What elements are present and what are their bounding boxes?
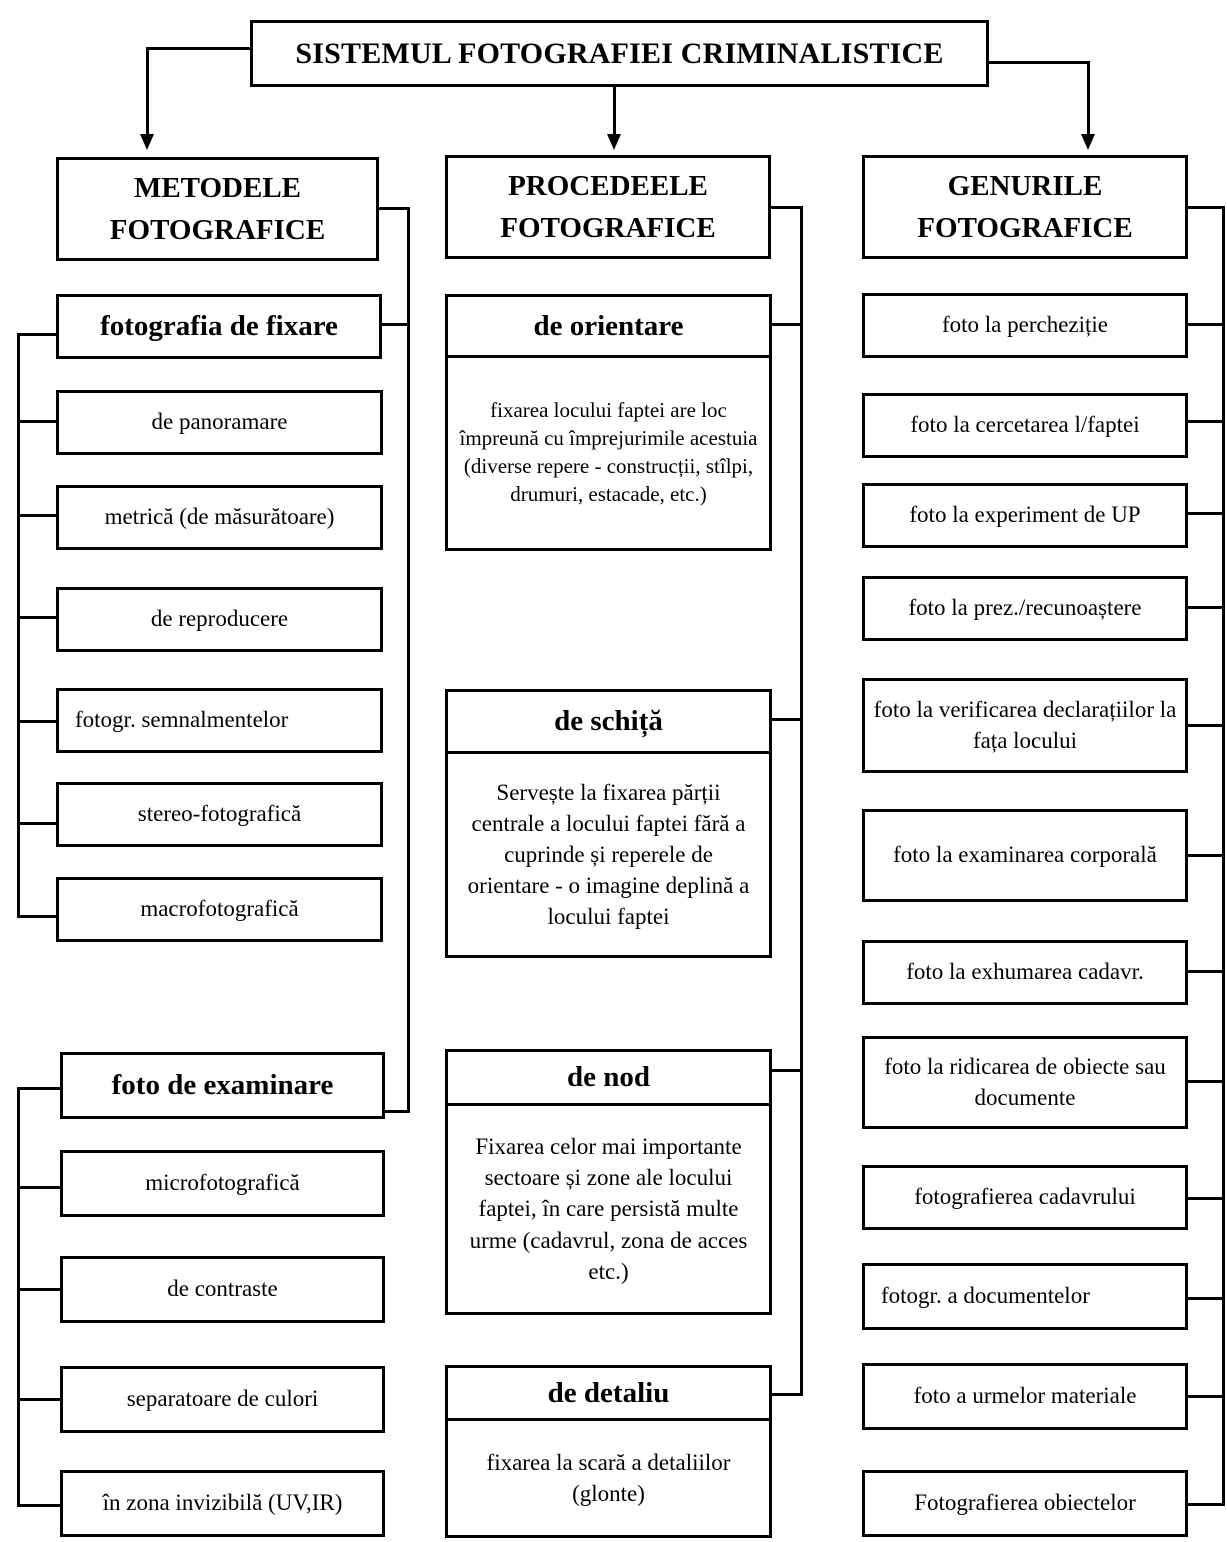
connector-line [17,1288,62,1291]
arrow-down-icon [607,134,621,150]
connector-line [1186,854,1224,857]
connector-line [771,1393,803,1396]
de-schita-description: Servește la fixarea părții centrale a locului faptei fără a cuprinde și reperele de orientare - o imagine deplină a locului faptei [445,751,772,958]
fixare-item: metrică (de măsurătoare) [56,485,383,550]
diagram-title: SISTEMUL FOTOGRAFIEI CRIMINALISTICE [250,20,989,87]
examinare-item: separatoare de culori [60,1366,385,1433]
connector-line [1087,61,1090,135]
genurile-heading: GENURILE FOTOGRAFICE [862,155,1188,259]
connector-line [17,514,58,517]
genurile-item: foto la examinarea corporală [862,809,1188,902]
connector-line [17,1504,62,1507]
connector-line [17,915,58,918]
de-orientare-box: de orientare [445,294,772,358]
connector-line [146,47,149,135]
connector-line [1186,206,1224,209]
connector-line [378,207,409,210]
connector-line [17,822,58,825]
de-detaliu-box: de detaliu [445,1365,772,1421]
connector-line [1186,724,1224,727]
connector-line [381,323,409,326]
genurile-item: foto la ridicarea de obiecte sau documente [862,1036,1188,1129]
genurile-item: fotogr. a documentelor [862,1263,1188,1330]
connector-line [1186,323,1224,326]
de-nod-description: Fixarea celor mai importante sectoare și zone ale locului faptei, în care persistă multe urme (cadavrul, zona de acces etc.) [445,1103,772,1315]
connector-line [1186,420,1224,423]
fixare-item: fotogr. semnalmentelor [56,688,383,753]
examinare-item: microfotografică [60,1150,385,1217]
examinare-item: în zona invizibilă (UV,IR) [60,1470,385,1537]
connector-line [1186,1080,1224,1083]
connector-line [800,206,803,1396]
connector-line [771,718,803,721]
connector-line [407,207,410,1113]
connector-line [146,47,250,50]
genurile-item: foto a urmelor materiale [862,1363,1188,1430]
genurile-item: Fotografierea obiectelor [862,1470,1188,1537]
connector-line [17,720,58,723]
connector-line [1186,970,1224,973]
connector-line [1186,1297,1224,1300]
connector-line [1186,1197,1224,1200]
genurile-item: foto la cercetarea l/faptei [862,393,1188,458]
de-nod-box: de nod [445,1049,772,1106]
connector-line [1186,1503,1224,1506]
de-detaliu-description: fixarea la scară a detaliilor (glonte) [445,1418,772,1538]
procedeele-heading: PROCEDEELE FOTOGRAFICE [445,155,771,259]
genurile-item: foto la exhumarea cadavr. [862,940,1188,1005]
connector-line [17,1186,62,1189]
fixare-item: macrofotografică [56,877,383,942]
connector-line [771,323,803,326]
connector-line [17,333,58,336]
connector-line [1186,606,1224,609]
genurile-item: foto la experiment de UP [862,483,1188,548]
connector-line [17,1087,62,1090]
connector-line [988,61,1089,64]
connector-line [17,616,58,619]
connector-line [17,1087,20,1507]
fixare-item: de reproducere [56,587,383,652]
connector-line [17,1398,62,1401]
genurile-item: foto la prez./recunoaștere [862,576,1188,641]
fixare-item: de panoramare [56,390,383,455]
connector-line [1186,1395,1224,1398]
genurile-item: foto la percheziție [862,293,1188,358]
genurile-item: foto la verificarea declarațiilor la fața locului [862,678,1188,773]
foto-de-examinare-box: foto de examinare [60,1052,385,1119]
connector-line [1186,512,1224,515]
fotografia-de-fixare-box: fotografia de fixare [56,294,382,359]
connector-line [613,86,616,135]
arrow-down-icon [140,134,154,150]
genurile-item: fotografierea cadavrului [862,1165,1188,1230]
metodele-heading: METODELE FOTOGRAFICE [56,157,379,261]
arrow-down-icon [1081,134,1095,150]
de-orientare-description: fixarea locului faptei are loc împreună cu împrejurimile acestuia (diverse repere - construcții, stîlpi, drumuri, estacade, etc.) [445,355,772,551]
examinare-item: de contraste [60,1256,385,1323]
de-schita-box: de schiță [445,689,772,754]
connector-line [17,420,58,423]
connector-line [384,1110,409,1113]
connector-line [771,1069,803,1072]
fixare-item: stereo-fotografică [56,782,383,847]
connector-line [768,206,802,209]
